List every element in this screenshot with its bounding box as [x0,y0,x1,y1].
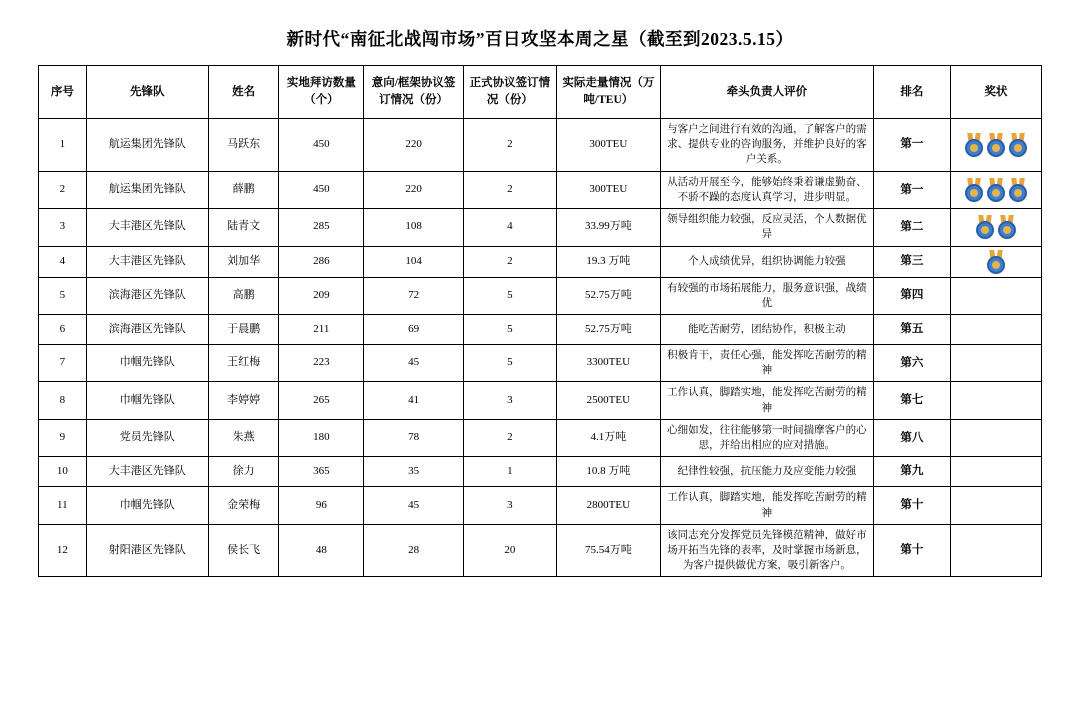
cell-evaluation: 心细如发，往往能够第一时间揣摩客户的心思，并给出相应的应对措施。 [660,419,873,456]
cell-visits: 285 [279,209,364,246]
cell-rank: 第十 [874,524,951,577]
cell-team: 巾帼先锋队 [86,382,208,419]
cell-volume: 10.8 万吨 [557,457,661,487]
cell-award [950,209,1041,246]
cell-visits: 265 [279,382,364,419]
cell-formal-agreements: 2 [463,119,556,172]
cell-index: 7 [39,344,87,381]
cell-formal-agreements: 5 [463,344,556,381]
cell-intent-agreements: 78 [364,419,463,456]
cell-index: 4 [39,246,87,277]
cell-team: 巾帼先锋队 [86,344,208,381]
cell-volume: 2800TEU [557,487,661,524]
table-row [39,209,1042,246]
cell-intent-agreements: 41 [364,382,463,419]
cell-award [950,314,1041,344]
award-medal-group [955,133,1037,157]
cell-name: 朱燕 [208,419,278,456]
cell-intent-agreements: 108 [364,209,463,246]
cell-formal-agreements: 4 [463,209,556,246]
table-body [39,119,1042,577]
column-header-formal-agreements: 正式协议签订情况（份） [463,66,556,119]
cell-evaluation: 工作认真，脚踏实地，能发挥吃苦耐劳的精神 [660,487,873,524]
medal-icon [997,215,1017,239]
cell-award [950,382,1041,419]
cell-formal-agreements: 3 [463,382,556,419]
cell-name: 薛鹏 [208,171,278,208]
cell-name: 马跃东 [208,119,278,172]
cell-evaluation: 该同志充分发挥党员先锋模范精神，做好市场开拓当先锋的表率，及时掌握市场新息，为客户提供做优方案，吸引新客户。 [660,524,873,577]
medal-icon [1008,178,1028,202]
cell-intent-agreements: 69 [364,314,463,344]
cell-intent-agreements: 45 [364,344,463,381]
cell-volume: 300TEU [557,119,661,172]
column-header-team: 先锋队 [86,66,208,119]
cell-team: 射阳港区先锋队 [86,524,208,577]
award-medal-group [955,461,1037,483]
cell-name: 刘加华 [208,246,278,277]
cell-visits: 209 [279,277,364,314]
cell-award [950,419,1041,456]
medal-icon [986,133,1006,157]
cell-volume: 33.99万吨 [557,209,661,246]
cell-team: 巾帼先锋队 [86,487,208,524]
award-medal-group [955,250,1037,274]
cell-index: 3 [39,209,87,246]
cell-intent-agreements: 45 [364,487,463,524]
cell-formal-agreements: 3 [463,487,556,524]
cell-award [950,171,1041,208]
cell-team: 滨海港区先锋队 [86,277,208,314]
cell-rank: 第五 [874,314,951,344]
cell-rank: 第一 [874,171,951,208]
table-row [39,487,1042,524]
table-row [39,119,1042,172]
cell-rank: 第二 [874,209,951,246]
award-medal-group [955,285,1037,307]
cell-index: 2 [39,171,87,208]
cell-evaluation: 个人成绩优异，组织协调能力较强 [660,246,873,277]
cell-index: 11 [39,487,87,524]
award-medal-group [955,540,1037,562]
cell-formal-agreements: 1 [463,457,556,487]
cell-formal-agreements: 2 [463,246,556,277]
award-medal-group [955,495,1037,517]
cell-intent-agreements: 104 [364,246,463,277]
cell-evaluation: 纪律性较强，抗压能力及应变能力较强 [660,457,873,487]
cell-index: 6 [39,314,87,344]
medal-icon [986,178,1006,202]
cell-evaluation: 能吃苦耐劳，团结协作，积极主动 [660,314,873,344]
cell-award [950,246,1041,277]
cell-evaluation: 积极肯干，责任心强，能发挥吃苦耐劳的精神 [660,344,873,381]
cell-formal-agreements: 2 [463,171,556,208]
table-header-row [39,66,1042,119]
cell-index: 8 [39,382,87,419]
cell-award [950,487,1041,524]
cell-rank: 第六 [874,344,951,381]
cell-visits: 365 [279,457,364,487]
column-header-award: 奖状 [950,66,1041,119]
table-row [39,171,1042,208]
award-medal-group [955,390,1037,412]
table-row [39,314,1042,344]
cell-index: 1 [39,119,87,172]
cell-index: 5 [39,277,87,314]
cell-formal-agreements: 5 [463,314,556,344]
table-row [39,246,1042,277]
cell-evaluation: 与客户之间进行有效的沟通，了解客户的需求、提供专业的咨询服务，并维护良好的客户关系。 [660,119,873,172]
medal-icon [975,215,995,239]
cell-rank: 第一 [874,119,951,172]
cell-volume: 52.75万吨 [557,314,661,344]
award-medal-group [955,352,1037,374]
cell-evaluation: 有较强的市场拓展能力，服务意识强，战绩优 [660,277,873,314]
cell-award [950,277,1041,314]
cell-award [950,524,1041,577]
cell-intent-agreements: 72 [364,277,463,314]
cell-visits: 96 [279,487,364,524]
award-medal-group [955,215,1037,239]
cell-visits: 48 [279,524,364,577]
cell-volume: 52.75万吨 [557,277,661,314]
cell-rank: 第三 [874,246,951,277]
column-header-intent-agreements: 意向/框架协议签订情况（份） [364,66,463,119]
cell-rank: 第四 [874,277,951,314]
cell-team: 航运集团先锋队 [86,171,208,208]
cell-award [950,119,1041,172]
cell-intent-agreements: 35 [364,457,463,487]
cell-index: 9 [39,419,87,456]
cell-formal-agreements: 20 [463,524,556,577]
cell-team: 大丰港区先锋队 [86,246,208,277]
cell-index: 12 [39,524,87,577]
medal-icon [986,250,1006,274]
table-row [39,524,1042,577]
table-header [39,66,1042,119]
cell-volume: 3300TEU [557,344,661,381]
cell-formal-agreements: 5 [463,277,556,314]
star-of-the-week-table [38,65,1042,577]
page-title: 新时代“南征北战闯市场”百日攻坚本周之星（截至到2023.5.15） [286,29,794,49]
column-header-visits: 实地拜访数量（个） [279,66,364,119]
cell-award [950,344,1041,381]
column-header-volume: 实际走量情况（万吨/TEU） [557,66,661,119]
medal-icon [964,133,984,157]
table-row [39,419,1042,456]
table-row [39,344,1042,381]
cell-name: 徐力 [208,457,278,487]
cell-award [950,457,1041,487]
cell-name: 王红梅 [208,344,278,381]
cell-evaluation: 工作认真，脚踏实地，能发挥吃苦耐劳的精神 [660,382,873,419]
cell-name: 金荣梅 [208,487,278,524]
cell-intent-agreements: 28 [364,524,463,577]
cell-volume: 75.54万吨 [557,524,661,577]
cell-evaluation: 领导组织能力较强，反应灵活，个人数据优异 [660,209,873,246]
cell-volume: 4.1万吨 [557,419,661,456]
medal-icon [964,178,984,202]
cell-team: 滨海港区先锋队 [86,314,208,344]
cell-team: 党员先锋队 [86,419,208,456]
cell-visits: 450 [279,119,364,172]
cell-visits: 180 [279,419,364,456]
cell-team: 大丰港区先锋队 [86,209,208,246]
cell-visits: 450 [279,171,364,208]
column-header-index: 序号 [39,66,87,119]
cell-volume: 19.3 万吨 [557,246,661,277]
cell-name: 陆青文 [208,209,278,246]
cell-evaluation: 从活动开展至今，能够始终秉着谦虚勤奋、不骄不躁的态度认真学习，进步明显。 [660,171,873,208]
cell-rank: 第八 [874,419,951,456]
cell-volume: 2500TEU [557,382,661,419]
cell-team: 航运集团先锋队 [86,119,208,172]
cell-rank: 第十 [874,487,951,524]
medal-icon [1008,133,1028,157]
award-medal-group [955,318,1037,340]
table-row [39,277,1042,314]
cell-intent-agreements: 220 [364,119,463,172]
cell-team: 大丰港区先锋队 [86,457,208,487]
table-row [39,457,1042,487]
cell-volume: 300TEU [557,171,661,208]
cell-visits: 211 [279,314,364,344]
cell-intent-agreements: 220 [364,171,463,208]
cell-name: 于晨鹏 [208,314,278,344]
cell-formal-agreements: 2 [463,419,556,456]
cell-name: 李婷婷 [208,382,278,419]
cell-visits: 286 [279,246,364,277]
table-row [39,382,1042,419]
cell-rank: 第九 [874,457,951,487]
cell-name: 侯长飞 [208,524,278,577]
award-medal-group [955,178,1037,202]
cell-visits: 223 [279,344,364,381]
column-header-rank: 排名 [874,66,951,119]
award-medal-group [955,427,1037,449]
column-header-evaluation: 牵头负责人评价 [660,66,873,119]
cell-name: 高鹏 [208,277,278,314]
cell-index: 10 [39,457,87,487]
column-header-name: 姓名 [208,66,278,119]
cell-rank: 第七 [874,382,951,419]
